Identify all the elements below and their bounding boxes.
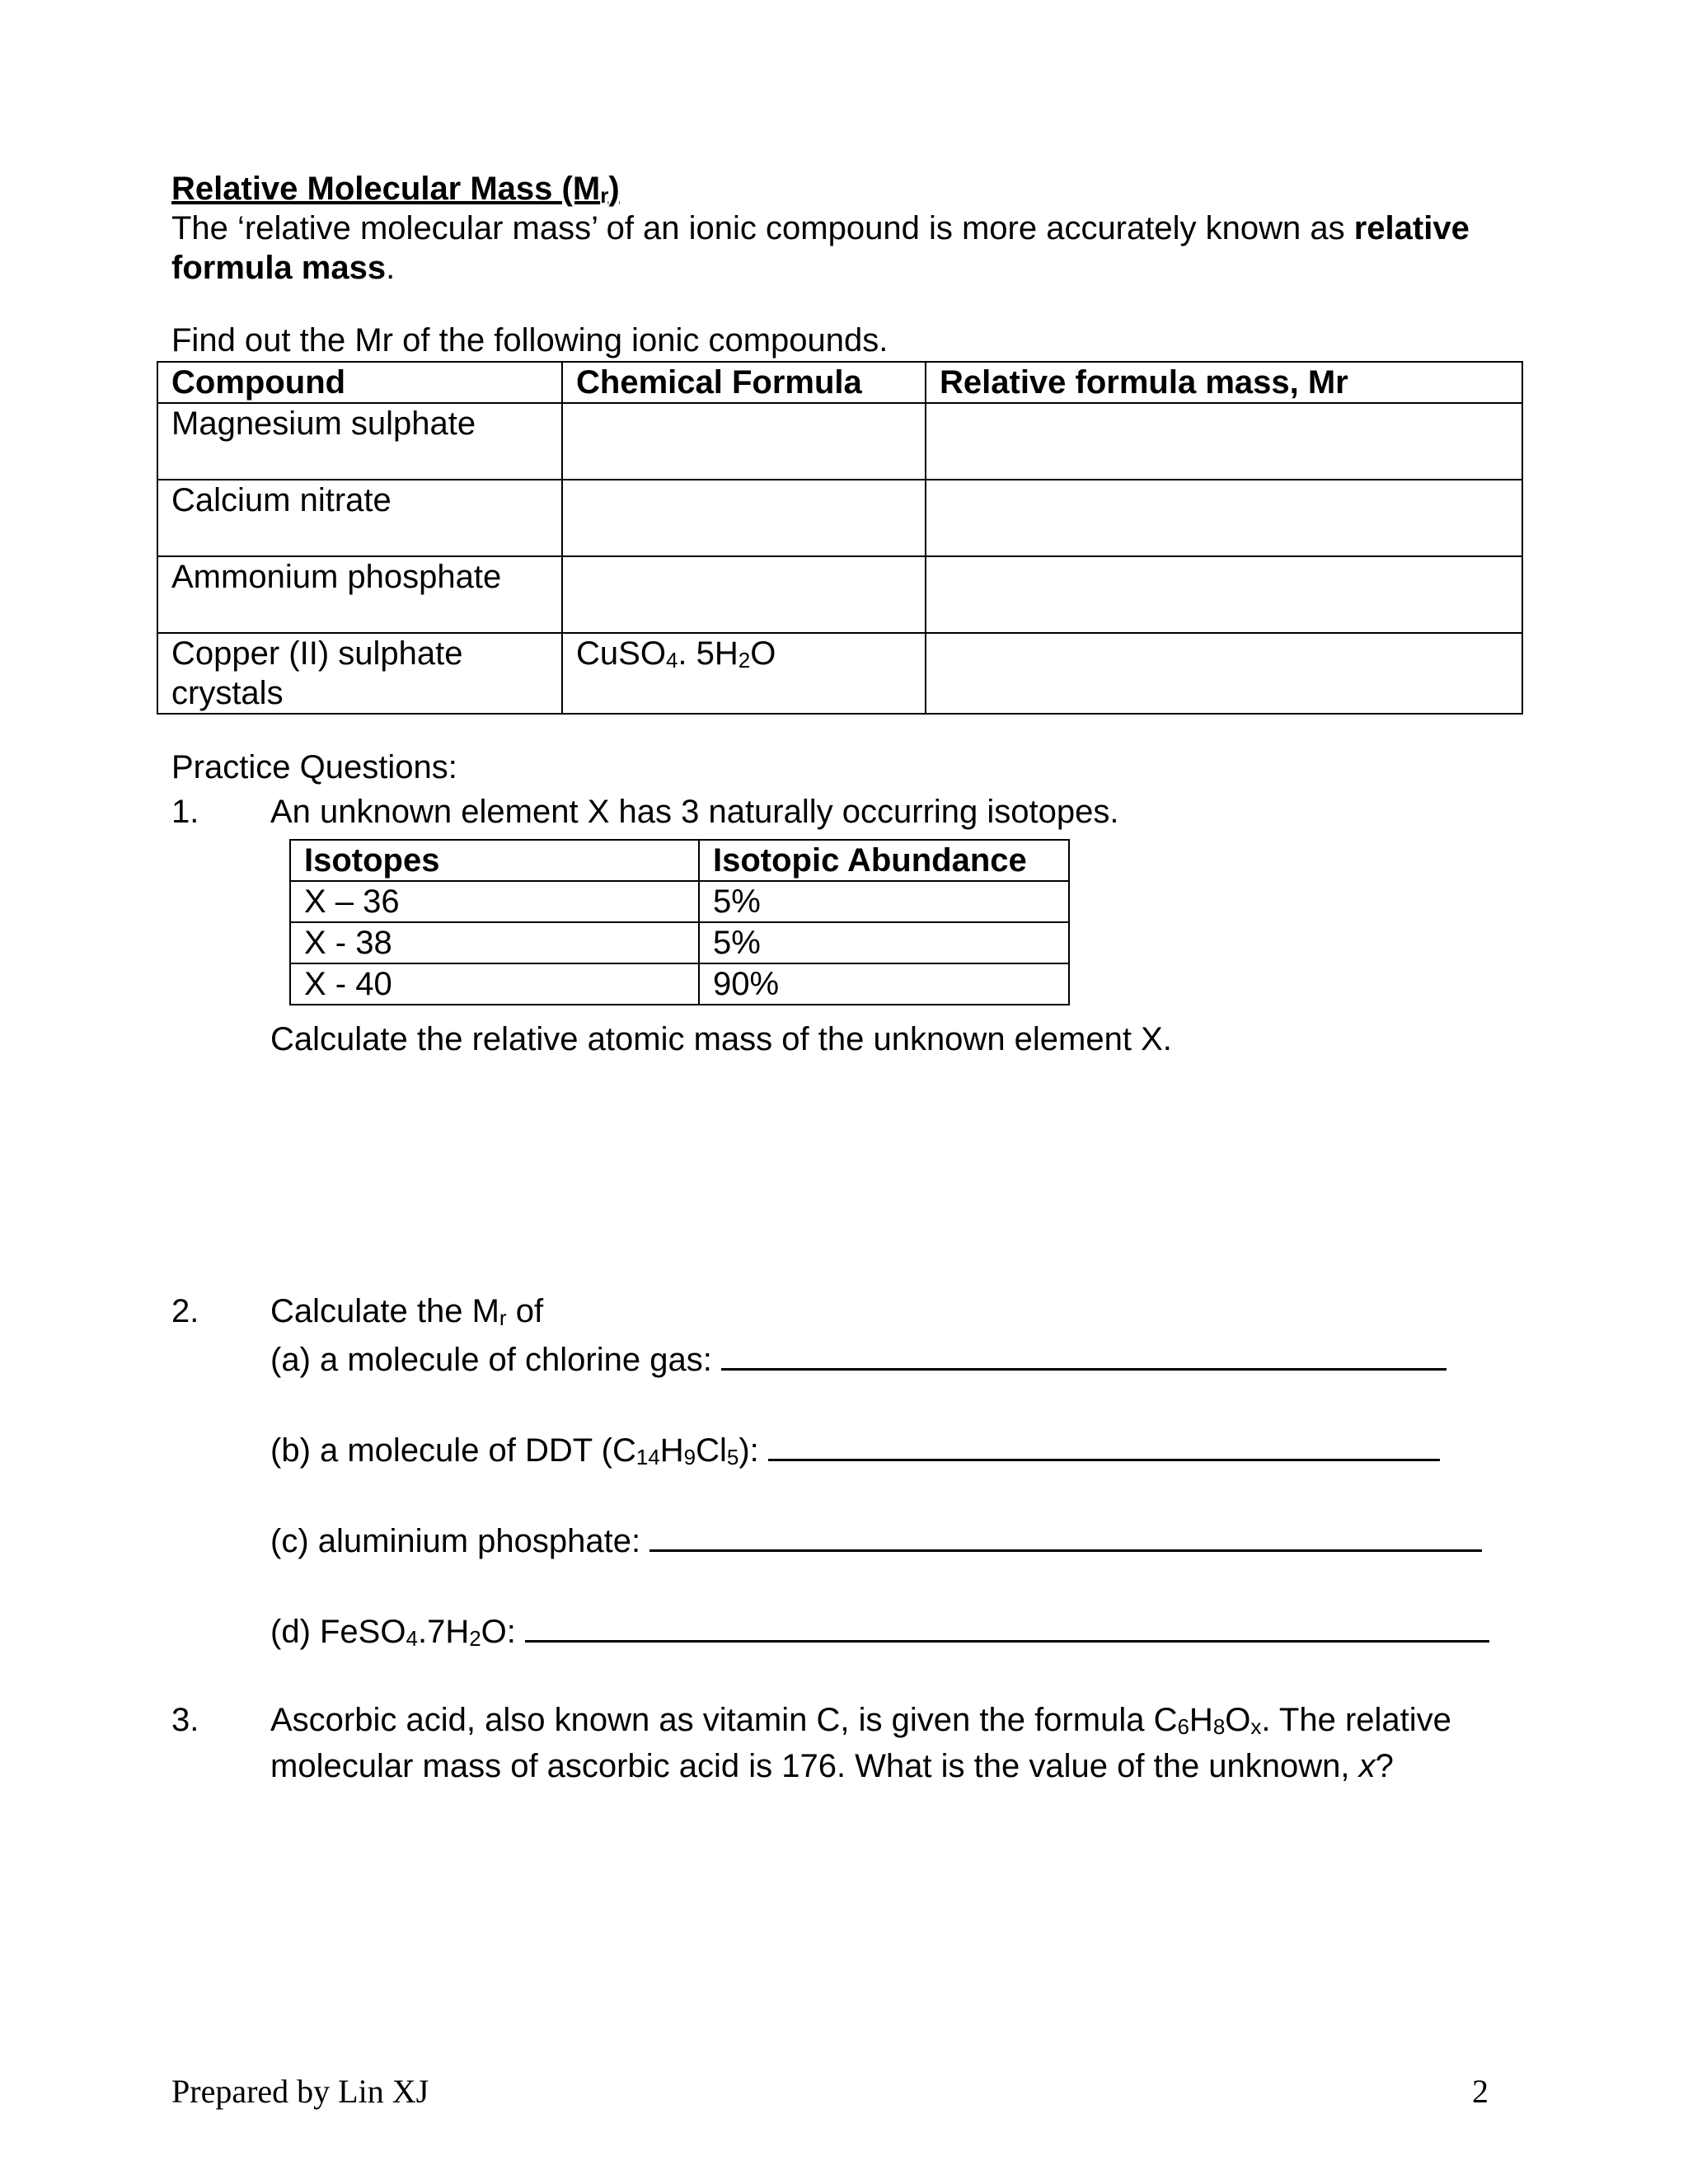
formula-cell[interactable] [562,480,926,556]
table-row [290,963,1069,1005]
q1-prompt: Calculate the relative atomic mass of the unknown element X. [270,1021,1172,1057]
formula-cell[interactable] [562,403,926,480]
compound-name: Magnesium sulphate [157,403,562,480]
question-number: 2. [171,1293,199,1329]
abundance-cell: 5% [699,922,1069,963]
q2b-line [270,1426,1440,1473]
table-row [157,480,1522,556]
header-mr: Relative formula mass, Mr [926,362,1522,403]
q3-line-2: molecular mass of ascorbic acid is 176. What is the value of the unknown, x? [270,1748,1394,1784]
q2d-label: (d) $FeSO_4.7H_2O$: [270,1614,516,1651]
q2c-line: (c) aluminium phosphate: [270,1516,1482,1563]
abundance-cell: 90% [699,963,1069,1005]
isotopes-table-header [290,840,1069,881]
table-row [157,403,1522,480]
table-row [290,881,1069,922]
q1-text: An unknown element X has 3 naturally occurring isotopes. [270,794,1119,830]
mr-cell[interactable] [926,403,1522,480]
header-isotopes: Isotopes [290,840,699,881]
header-compound: Compound [157,362,562,403]
copper-sulphate-formula: CuSO$_4$. $5H_2O$ [576,635,776,673]
isotope-cell: X – 36 [290,881,699,922]
mr-cell[interactable] [926,480,1522,556]
isotope-cell: X - 38 [290,922,699,963]
abundance-cell: 5% [699,881,1069,922]
q3-line-1: Ascorbic acid, also known as vitamin C, is given the formula $C_6H_8O_x$. The relative [270,1702,1451,1739]
page-number: 2 [1472,2073,1489,2110]
isotopes-table [289,839,1070,1005]
formula-cell[interactable] [562,556,926,633]
compound-name: Copper (II) sulphate crystals [157,633,562,714]
q2d-answer-blank[interactable] [525,1607,1489,1643]
q2b-answer-blank[interactable] [768,1426,1440,1461]
question-number: 3. [171,1702,199,1738]
mr-cell[interactable] [926,556,1522,633]
compounds-table [157,361,1523,715]
isotope-cell: X - 40 [290,963,699,1005]
compounds-table-header [157,362,1522,403]
q2a-line: (a) a molecule of chlorine gas: [270,1335,1447,1382]
mr-cell[interactable] [926,633,1522,714]
table-row [157,556,1522,633]
footer-author: Prepared by Lin XJ [171,2073,429,2110]
q2-text: Calculate the $M_r$ of [270,1293,544,1330]
formula-cell [562,633,926,714]
intro-line-2: formula mass. [171,250,396,286]
practice-heading: Practice Questions: [171,749,457,785]
header-formula: Chemical Formula [562,362,926,403]
intro-line-1: The ‘relative molecular mass’ of an ionic compound is more accurately known as relative [171,210,1470,246]
compound-name: Ammonium phosphate [157,556,562,633]
q2d-line [270,1607,1489,1654]
compound-name: Calcium nitrate [157,480,562,556]
task-instruction: Find out the Mr of the following ionic compounds. [171,322,889,359]
q2c-answer-blank[interactable] [649,1516,1482,1552]
q2a-answer-blank[interactable] [721,1335,1447,1371]
table-row [157,633,1522,714]
page-title: Relative Molecular Mass $(M_r)$ [171,171,620,208]
table-row [290,922,1069,963]
question-number: 1. [171,794,199,830]
header-abundance: Isotopic Abundance [699,840,1069,881]
q2b-label: (b) a molecule of DDT $(C_{14}H_9Cl_5)$: [270,1432,759,1469]
